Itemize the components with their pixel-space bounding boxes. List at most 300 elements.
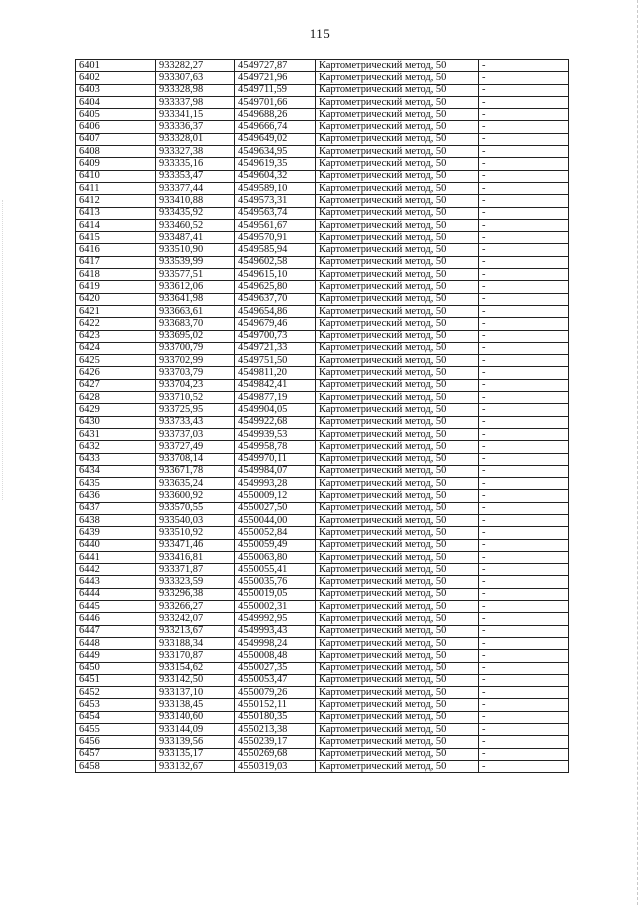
table-row (76, 305, 569, 317)
method-cell: Картометрический метод, 50 (316, 244, 479, 256)
x-coordinate-cell: 933307,63 (156, 72, 235, 84)
point-number-cell: 6451 (76, 674, 156, 686)
table-row (76, 342, 569, 354)
table-row (76, 539, 569, 551)
table-row (76, 576, 569, 588)
scan-edge-left (2, 200, 4, 500)
accuracy-cell: - (479, 109, 569, 121)
x-coordinate-cell: 933138,45 (156, 699, 235, 711)
method-cell: Картометрический метод, 50 (316, 109, 479, 121)
accuracy-cell: - (479, 699, 569, 711)
table-row (76, 601, 569, 613)
x-coordinate-cell: 933600,92 (156, 490, 235, 502)
point-number-cell: 6420 (76, 293, 156, 305)
y-coordinate-cell: 4550319,03 (235, 760, 316, 772)
x-coordinate-cell: 933144,09 (156, 724, 235, 736)
page-number: 115 (309, 26, 331, 41)
point-number-cell: 6458 (76, 760, 156, 772)
accuracy-cell: - (479, 441, 569, 453)
table-row (76, 502, 569, 514)
accuracy-cell: - (479, 453, 569, 465)
y-coordinate-cell: 4550063,80 (235, 551, 316, 563)
method-cell: Картометрический метод, 50 (316, 404, 479, 416)
table-row (76, 465, 569, 477)
x-coordinate-cell: 933377,44 (156, 182, 235, 194)
method-cell: Картометрический метод, 50 (316, 355, 479, 367)
point-number-cell: 6442 (76, 564, 156, 576)
x-coordinate-cell: 933188,34 (156, 637, 235, 649)
accuracy-cell: - (479, 637, 569, 649)
y-coordinate-cell: 4549619,35 (235, 158, 316, 170)
method-cell: Картометрический метод, 50 (316, 527, 479, 539)
point-number-cell: 6416 (76, 244, 156, 256)
y-coordinate-cell: 4550055,41 (235, 564, 316, 576)
point-number-cell: 6433 (76, 453, 156, 465)
method-cell: Картометрический метод, 50 (316, 736, 479, 748)
x-coordinate-cell: 933328,01 (156, 133, 235, 145)
x-coordinate-cell: 933142,50 (156, 674, 235, 686)
table-row (76, 195, 569, 207)
method-cell: Картометрический метод, 50 (316, 182, 479, 194)
method-cell: Картометрический метод, 50 (316, 588, 479, 600)
table-row (76, 736, 569, 748)
table-row (76, 674, 569, 686)
table-row (76, 588, 569, 600)
y-coordinate-cell: 4549711,59 (235, 84, 316, 96)
method-cell: Картометрический метод, 50 (316, 514, 479, 526)
y-coordinate-cell: 4550009,12 (235, 490, 316, 502)
point-number-cell: 6430 (76, 416, 156, 428)
table-row (76, 84, 569, 96)
x-coordinate-cell: 933242,07 (156, 613, 235, 625)
x-coordinate-cell: 933725,95 (156, 404, 235, 416)
y-coordinate-cell: 4549615,10 (235, 269, 316, 281)
x-coordinate-cell: 933700,79 (156, 342, 235, 354)
x-coordinate-cell: 933612,06 (156, 281, 235, 293)
table-row (76, 256, 569, 268)
y-coordinate-cell: 4549939,53 (235, 428, 316, 440)
table-row (76, 637, 569, 649)
table-row (76, 379, 569, 391)
y-coordinate-cell: 4549688,26 (235, 109, 316, 121)
point-number-cell: 6440 (76, 539, 156, 551)
accuracy-cell: - (479, 711, 569, 723)
x-coordinate-cell: 933641,98 (156, 293, 235, 305)
x-coordinate-cell: 933671,78 (156, 465, 235, 477)
point-number-cell: 6447 (76, 625, 156, 637)
point-number-cell: 6428 (76, 392, 156, 404)
accuracy-cell: - (479, 527, 569, 539)
table-row (76, 232, 569, 244)
method-cell: Картометрический метод, 50 (316, 121, 479, 133)
x-coordinate-cell: 933539,99 (156, 256, 235, 268)
x-coordinate-cell: 933335,16 (156, 158, 235, 170)
table-row (76, 478, 569, 490)
method-cell: Картометрический метод, 50 (316, 601, 479, 613)
table-row (76, 490, 569, 502)
point-number-cell: 6406 (76, 121, 156, 133)
table-row (76, 318, 569, 330)
point-number-cell: 6453 (76, 699, 156, 711)
point-number-cell: 6448 (76, 637, 156, 649)
y-coordinate-cell: 4550019,05 (235, 588, 316, 600)
coordinates-table (75, 59, 569, 773)
y-coordinate-cell: 4549573,31 (235, 195, 316, 207)
point-number-cell: 6411 (76, 182, 156, 194)
table-row (76, 269, 569, 281)
y-coordinate-cell: 4549992,95 (235, 613, 316, 625)
y-coordinate-cell: 4549721,33 (235, 342, 316, 354)
accuracy-cell: - (479, 428, 569, 440)
x-coordinate-cell: 933737,03 (156, 428, 235, 440)
x-coordinate-cell: 933733,43 (156, 416, 235, 428)
accuracy-cell: - (479, 613, 569, 625)
point-number-cell: 6405 (76, 109, 156, 121)
accuracy-cell: - (479, 219, 569, 231)
method-cell: Картометрический метод, 50 (316, 551, 479, 563)
method-cell: Картометрический метод, 50 (316, 650, 479, 662)
y-coordinate-cell: 4549701,66 (235, 96, 316, 108)
point-number-cell: 6401 (76, 60, 156, 72)
method-cell: Картометрический метод, 50 (316, 84, 479, 96)
x-coordinate-cell: 933139,56 (156, 736, 235, 748)
method-cell: Картометрический метод, 50 (316, 748, 479, 760)
table-row (76, 760, 569, 772)
x-coordinate-cell: 933341,15 (156, 109, 235, 121)
method-cell: Картометрический метод, 50 (316, 72, 479, 84)
y-coordinate-cell: 4550052,84 (235, 527, 316, 539)
method-cell: Картометрический метод, 50 (316, 318, 479, 330)
method-cell: Картометрический метод, 50 (316, 490, 479, 502)
method-cell: Картометрический метод, 50 (316, 342, 479, 354)
x-coordinate-cell: 933727,49 (156, 441, 235, 453)
method-cell: Картометрический метод, 50 (316, 711, 479, 723)
table-row (76, 96, 569, 108)
method-cell: Картометрический метод, 50 (316, 662, 479, 674)
point-number-cell: 6422 (76, 318, 156, 330)
accuracy-cell: - (479, 96, 569, 108)
method-cell: Картометрический метод, 50 (316, 256, 479, 268)
x-coordinate-cell: 933416,81 (156, 551, 235, 563)
x-coordinate-cell: 933137,10 (156, 687, 235, 699)
y-coordinate-cell: 4549877,19 (235, 392, 316, 404)
accuracy-cell: - (479, 121, 569, 133)
point-number-cell: 6456 (76, 736, 156, 748)
method-cell: Картометрический метод, 50 (316, 625, 479, 637)
table-row (76, 625, 569, 637)
x-coordinate-cell: 933570,55 (156, 502, 235, 514)
accuracy-cell: - (479, 355, 569, 367)
method-cell: Картометрический метод, 50 (316, 687, 479, 699)
y-coordinate-cell: 4549700,73 (235, 330, 316, 342)
point-number-cell: 6415 (76, 232, 156, 244)
y-coordinate-cell: 4549922,68 (235, 416, 316, 428)
table-row (76, 650, 569, 662)
accuracy-cell: - (479, 367, 569, 379)
point-number-cell: 6431 (76, 428, 156, 440)
y-coordinate-cell: 4549842,41 (235, 379, 316, 391)
table-row (76, 428, 569, 440)
accuracy-cell: - (479, 60, 569, 72)
accuracy-cell: - (479, 269, 569, 281)
point-number-cell: 6441 (76, 551, 156, 563)
accuracy-cell: - (479, 514, 569, 526)
y-coordinate-cell: 4549679,46 (235, 318, 316, 330)
y-coordinate-cell: 4549585,94 (235, 244, 316, 256)
method-cell: Картометрический метод, 50 (316, 232, 479, 244)
accuracy-cell: - (479, 207, 569, 219)
point-number-cell: 6412 (76, 195, 156, 207)
method-cell: Картометрический метод, 50 (316, 699, 479, 711)
y-coordinate-cell: 4549904,05 (235, 404, 316, 416)
accuracy-cell: - (479, 674, 569, 686)
accuracy-cell: - (479, 748, 569, 760)
table-row (76, 281, 569, 293)
point-number-cell: 6445 (76, 601, 156, 613)
table-row (76, 219, 569, 231)
accuracy-cell: - (479, 465, 569, 477)
table-row (76, 367, 569, 379)
method-cell: Картометрический метод, 50 (316, 441, 479, 453)
y-coordinate-cell: 4550152,11 (235, 699, 316, 711)
y-coordinate-cell: 4549993,28 (235, 478, 316, 490)
y-coordinate-cell: 4549970,11 (235, 453, 316, 465)
x-coordinate-cell: 933540,03 (156, 514, 235, 526)
x-coordinate-cell: 933663,61 (156, 305, 235, 317)
method-cell: Картометрический метод, 50 (316, 146, 479, 158)
method-cell: Картометрический метод, 50 (316, 207, 479, 219)
method-cell: Картометрический метод, 50 (316, 367, 479, 379)
y-coordinate-cell: 4549649,02 (235, 133, 316, 145)
accuracy-cell: - (479, 244, 569, 256)
accuracy-cell: - (479, 293, 569, 305)
method-cell: Картометрический метод, 50 (316, 637, 479, 649)
point-number-cell: 6434 (76, 465, 156, 477)
method-cell: Картометрический метод, 50 (316, 305, 479, 317)
x-coordinate-cell: 933704,23 (156, 379, 235, 391)
accuracy-cell: - (479, 158, 569, 170)
y-coordinate-cell: 4549563,74 (235, 207, 316, 219)
y-coordinate-cell: 4550053,47 (235, 674, 316, 686)
method-cell: Картометрический метод, 50 (316, 465, 479, 477)
method-cell: Картометрический метод, 50 (316, 428, 479, 440)
table-row (76, 613, 569, 625)
point-number-cell: 6435 (76, 478, 156, 490)
point-number-cell: 6417 (76, 256, 156, 268)
x-coordinate-cell: 933683,70 (156, 318, 235, 330)
table-row (76, 355, 569, 367)
table-row (76, 662, 569, 674)
method-cell: Картометрический метод, 50 (316, 539, 479, 551)
method-cell: Картометрический метод, 50 (316, 379, 479, 391)
accuracy-cell: - (479, 281, 569, 293)
accuracy-cell: - (479, 379, 569, 391)
table-row (76, 416, 569, 428)
x-coordinate-cell: 933460,52 (156, 219, 235, 231)
point-number-cell: 6450 (76, 662, 156, 674)
y-coordinate-cell: 4549984,07 (235, 465, 316, 477)
point-number-cell: 6419 (76, 281, 156, 293)
accuracy-cell: - (479, 576, 569, 588)
y-coordinate-cell: 4549654,86 (235, 305, 316, 317)
y-coordinate-cell: 4550269,68 (235, 748, 316, 760)
point-number-cell: 6414 (76, 219, 156, 231)
accuracy-cell: - (479, 588, 569, 600)
accuracy-cell: - (479, 502, 569, 514)
accuracy-cell: - (479, 551, 569, 563)
method-cell: Картометрический метод, 50 (316, 416, 479, 428)
accuracy-cell: - (479, 478, 569, 490)
y-coordinate-cell: 4550027,50 (235, 502, 316, 514)
point-number-cell: 6424 (76, 342, 156, 354)
accuracy-cell: - (479, 736, 569, 748)
point-number-cell: 6410 (76, 170, 156, 182)
y-coordinate-cell: 4549561,67 (235, 219, 316, 231)
accuracy-cell: - (479, 232, 569, 244)
y-coordinate-cell: 4549604,32 (235, 170, 316, 182)
x-coordinate-cell: 933635,24 (156, 478, 235, 490)
accuracy-cell: - (479, 342, 569, 354)
x-coordinate-cell: 933708,14 (156, 453, 235, 465)
table-row (76, 182, 569, 194)
table-row (76, 404, 569, 416)
accuracy-cell: - (479, 416, 569, 428)
accuracy-cell: - (479, 84, 569, 96)
method-cell: Картометрический метод, 50 (316, 724, 479, 736)
coordinates-table-body (76, 60, 569, 773)
y-coordinate-cell: 4550239,17 (235, 736, 316, 748)
y-coordinate-cell: 4549811,20 (235, 367, 316, 379)
y-coordinate-cell: 4549998,24 (235, 637, 316, 649)
table-row (76, 687, 569, 699)
point-number-cell: 6432 (76, 441, 156, 453)
table-row (76, 158, 569, 170)
method-cell: Картометрический метод, 50 (316, 133, 479, 145)
table-row (76, 453, 569, 465)
x-coordinate-cell: 933353,47 (156, 170, 235, 182)
method-cell: Картометрический метод, 50 (316, 281, 479, 293)
table-row (76, 724, 569, 736)
accuracy-cell: - (479, 330, 569, 342)
point-number-cell: 6436 (76, 490, 156, 502)
x-coordinate-cell: 933140,60 (156, 711, 235, 723)
y-coordinate-cell: 4550008,48 (235, 650, 316, 662)
accuracy-cell: - (479, 170, 569, 182)
y-coordinate-cell: 4550079,26 (235, 687, 316, 699)
point-number-cell: 6438 (76, 514, 156, 526)
accuracy-cell: - (479, 760, 569, 772)
method-cell: Картометрический метод, 50 (316, 576, 479, 588)
y-coordinate-cell: 4549727,87 (235, 60, 316, 72)
point-number-cell: 6452 (76, 687, 156, 699)
table-row (76, 564, 569, 576)
point-number-cell: 6421 (76, 305, 156, 317)
table-row (76, 60, 569, 72)
table-row (76, 711, 569, 723)
point-number-cell: 6408 (76, 146, 156, 158)
x-coordinate-cell: 933323,59 (156, 576, 235, 588)
x-coordinate-cell: 933132,67 (156, 760, 235, 772)
x-coordinate-cell: 933702,99 (156, 355, 235, 367)
x-coordinate-cell: 933410,88 (156, 195, 235, 207)
x-coordinate-cell: 933471,46 (156, 539, 235, 551)
x-coordinate-cell: 933266,27 (156, 601, 235, 613)
x-coordinate-cell: 933337,98 (156, 96, 235, 108)
method-cell: Картометрический метод, 50 (316, 269, 479, 281)
x-coordinate-cell: 933154,62 (156, 662, 235, 674)
point-number-cell: 6454 (76, 711, 156, 723)
point-number-cell: 6444 (76, 588, 156, 600)
method-cell: Картометрический метод, 50 (316, 760, 479, 772)
method-cell: Картометрический метод, 50 (316, 60, 479, 72)
accuracy-cell: - (479, 564, 569, 576)
method-cell: Картометрический метод, 50 (316, 96, 479, 108)
accuracy-cell: - (479, 72, 569, 84)
point-number-cell: 6437 (76, 502, 156, 514)
point-number-cell: 6449 (76, 650, 156, 662)
point-number-cell: 6407 (76, 133, 156, 145)
point-number-cell: 6404 (76, 96, 156, 108)
point-number-cell: 6426 (76, 367, 156, 379)
accuracy-cell: - (479, 539, 569, 551)
x-coordinate-cell: 933336,37 (156, 121, 235, 133)
x-coordinate-cell: 933435,92 (156, 207, 235, 219)
method-cell: Картометрический метод, 50 (316, 392, 479, 404)
point-number-cell: 6423 (76, 330, 156, 342)
table-row (76, 121, 569, 133)
accuracy-cell: - (479, 650, 569, 662)
method-cell: Картометрический метод, 50 (316, 293, 479, 305)
x-coordinate-cell: 933710,52 (156, 392, 235, 404)
x-coordinate-cell: 933695,02 (156, 330, 235, 342)
accuracy-cell: - (479, 404, 569, 416)
x-coordinate-cell: 933328,98 (156, 84, 235, 96)
accuracy-cell: - (479, 724, 569, 736)
y-coordinate-cell: 4550213,38 (235, 724, 316, 736)
table-row (76, 207, 569, 219)
x-coordinate-cell: 933510,92 (156, 527, 235, 539)
y-coordinate-cell: 4550035,76 (235, 576, 316, 588)
y-coordinate-cell: 4550180,35 (235, 711, 316, 723)
x-coordinate-cell: 933371,87 (156, 564, 235, 576)
method-cell: Картометрический метод, 50 (316, 564, 479, 576)
y-coordinate-cell: 4549751,50 (235, 355, 316, 367)
table-row (76, 109, 569, 121)
accuracy-cell: - (479, 256, 569, 268)
point-number-cell: 6443 (76, 576, 156, 588)
point-number-cell: 6402 (76, 72, 156, 84)
table-row (76, 514, 569, 526)
method-cell: Картометрический метод, 50 (316, 330, 479, 342)
method-cell: Картометрический метод, 50 (316, 219, 479, 231)
x-coordinate-cell: 933577,51 (156, 269, 235, 281)
table-row (76, 441, 569, 453)
accuracy-cell: - (479, 625, 569, 637)
accuracy-cell: - (479, 687, 569, 699)
y-coordinate-cell: 4549993,43 (235, 625, 316, 637)
point-number-cell: 6457 (76, 748, 156, 760)
table-row (76, 748, 569, 760)
method-cell: Картометрический метод, 50 (316, 502, 479, 514)
x-coordinate-cell: 933282,27 (156, 60, 235, 72)
y-coordinate-cell: 4549958,78 (235, 441, 316, 453)
scan-edge-right (636, 0, 638, 905)
y-coordinate-cell: 4549721,96 (235, 72, 316, 84)
accuracy-cell: - (479, 490, 569, 502)
table-row (76, 293, 569, 305)
y-coordinate-cell: 4549637,70 (235, 293, 316, 305)
point-number-cell: 6413 (76, 207, 156, 219)
